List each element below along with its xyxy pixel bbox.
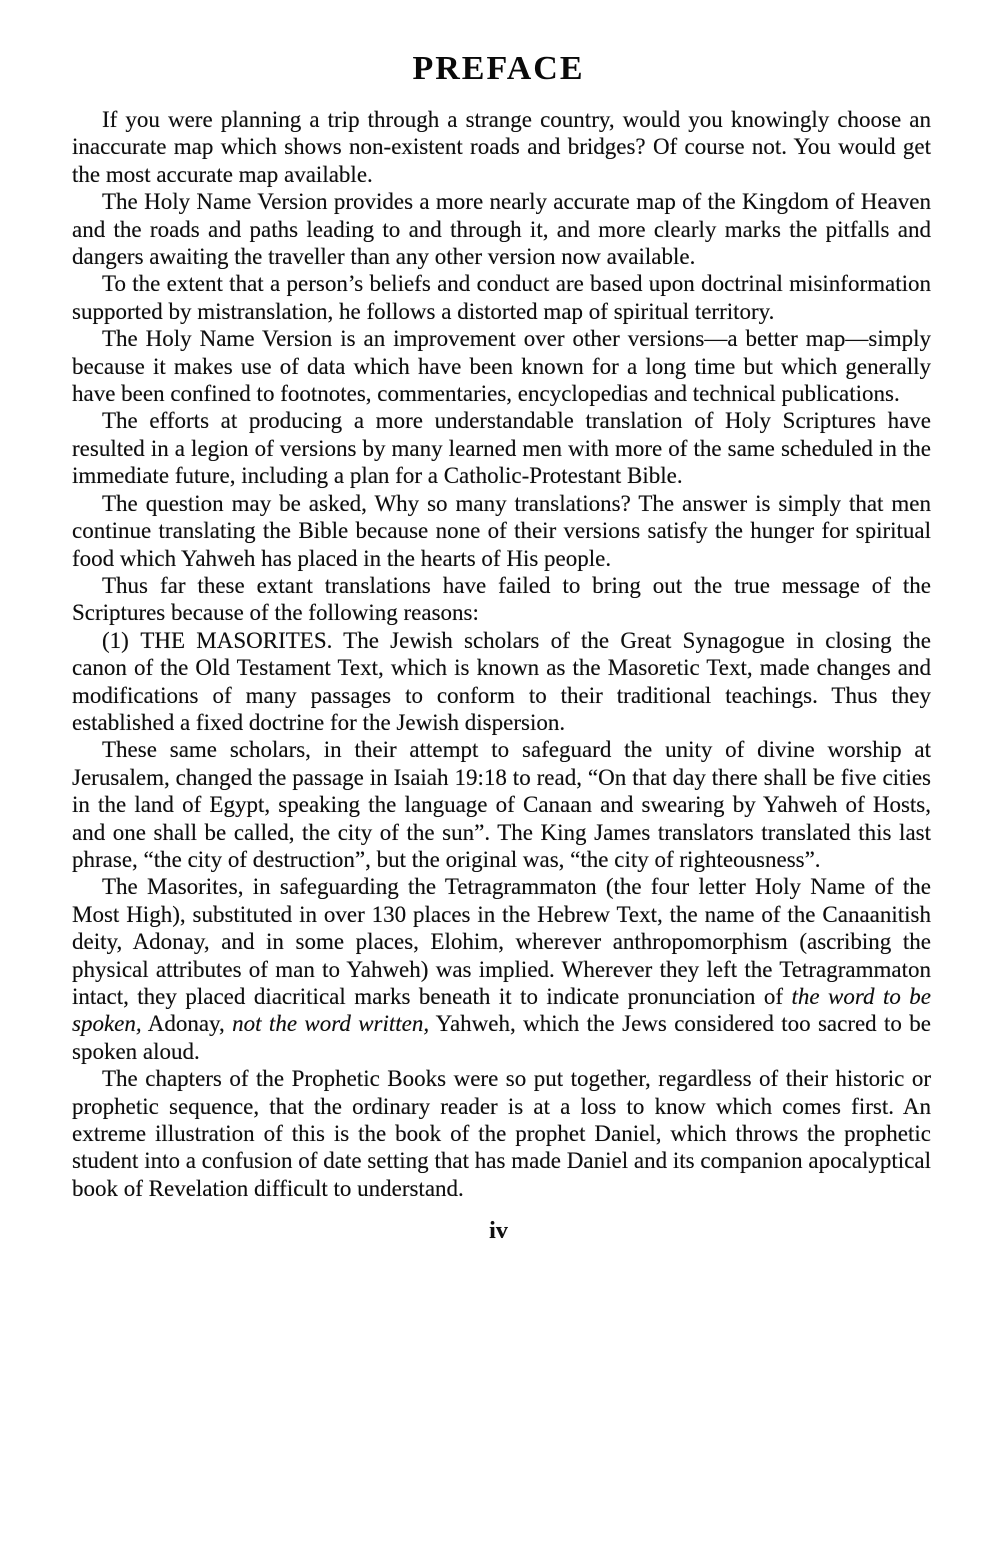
paragraph (72, 270, 931, 325)
page-title: PREFACE (412, 50, 585, 87)
text-run: Thus far these extant translations have failed to bring out the true message of the Scriptures because of the following reasons: (72, 572, 931, 626)
preface-body (72, 106, 931, 1202)
text-run: Yahweh, which the Jews considered too sacred to be spoken aloud. (72, 1011, 932, 1064)
text-run: The Masorites, in safeguarding the Tetragrammaton (the four letter Holy Name of the Most High), substituted in over 130 places in the Hebrew Text, the name of the Canaanitish deity, Adonay, and in some places, Elohim, wherever anthropomorphism (ascribing the physical attributes of man to Yahweh) was implied. Wherever they left the Tetragrammaton intact, they placed diacritical marks beneath it to indicate pronunciation of (72, 874, 931, 1009)
text-run: If you were planning a trip through a strange country, would you knowingly choose an inaccurate map which shows non-existent roads and bridges? Of course not. You would get the most accurate map available. (72, 107, 931, 187)
text-run: The question may be asked, Why so many translations? The answer is simply that men continue translating the Bible because none of their versions satisfy the hunger for spiritual food which Yahweh has placed in the hearts of His people. (72, 490, 931, 571)
paragraph (72, 325, 931, 407)
text-run: To the extent that a person’s beliefs and conduct are based upon doctrinal misinformation supported by mistranslation, he follows a distorted map of spiritual territory. (72, 271, 931, 324)
paragraph (72, 1065, 931, 1202)
text-run: The efforts at producing a more understandable translation of Holy Scriptures have resulted in a legion of versions by many learned men with more of the same scheduled in the immediate future, including a plan for a Catholic-Protestant Bible. (72, 408, 931, 489)
paragraph (72, 736, 931, 873)
page-number: iv (489, 1218, 508, 1245)
paragraph (72, 490, 931, 572)
italic-text-run: the word to be spoken, (72, 984, 931, 1037)
text-run: Adonay, (141, 1011, 233, 1037)
text-run: These same scholars, in their attempt to safeguard the unity of divine worship at Jerusalem, changed the passage in Isaiah 19:18 to read, “On that day there shall be five cities in the land of Egypt, speaking the language of Canaan and swearing by Yahweh of Hosts, and one shall be called, the city of the sun”. The King James translators translated this last phrase, “the city of destruction”, but the original was, “the city of righteousness”. (72, 737, 931, 872)
text-run: The chapters of the Prophetic Books were so put together, regardless of their historic or prophetic sequence, that the ordinary reader is at a loss to know which comes first. An extreme illustration of this is the book of the prophet Daniel, which throws the prophetic student into a confusion of date setting that has made Daniel and its companion apocalyptical book of Revelation difficult to understand. (72, 1066, 931, 1201)
paragraph (72, 873, 931, 1065)
paragraph (72, 188, 931, 270)
paragraph (72, 407, 931, 489)
italic-text-run: not the word written, (232, 1011, 430, 1037)
text-run: The Holy Name Version is an improvement over other versions—a better map—simply because it makes use of data which have been known for a long time but which generally have been confined to footnotes, commentaries, encyclopedias and technical publications. (72, 326, 931, 407)
text-run: The Holy Name Version provides a more nearly accurate map of the Kingdom of Heaven and the roads and paths leading to and through it, and more clearly marks the pitfalls and dangers awaiting the traveller than any other version now available. (72, 189, 931, 270)
paragraph (72, 106, 931, 188)
text-run: (1) THE MASORITES. The Jewish scholars of the Great Synagogue in closing the canon of the Old Testament Text, which is known as the Masoretic Text, made changes and modifications of many passages to conform to their traditional teachings. Thus they established a fixed doctrine for the Jewish dispersion. (72, 627, 931, 735)
paragraph (72, 572, 931, 627)
paragraph (72, 627, 931, 737)
